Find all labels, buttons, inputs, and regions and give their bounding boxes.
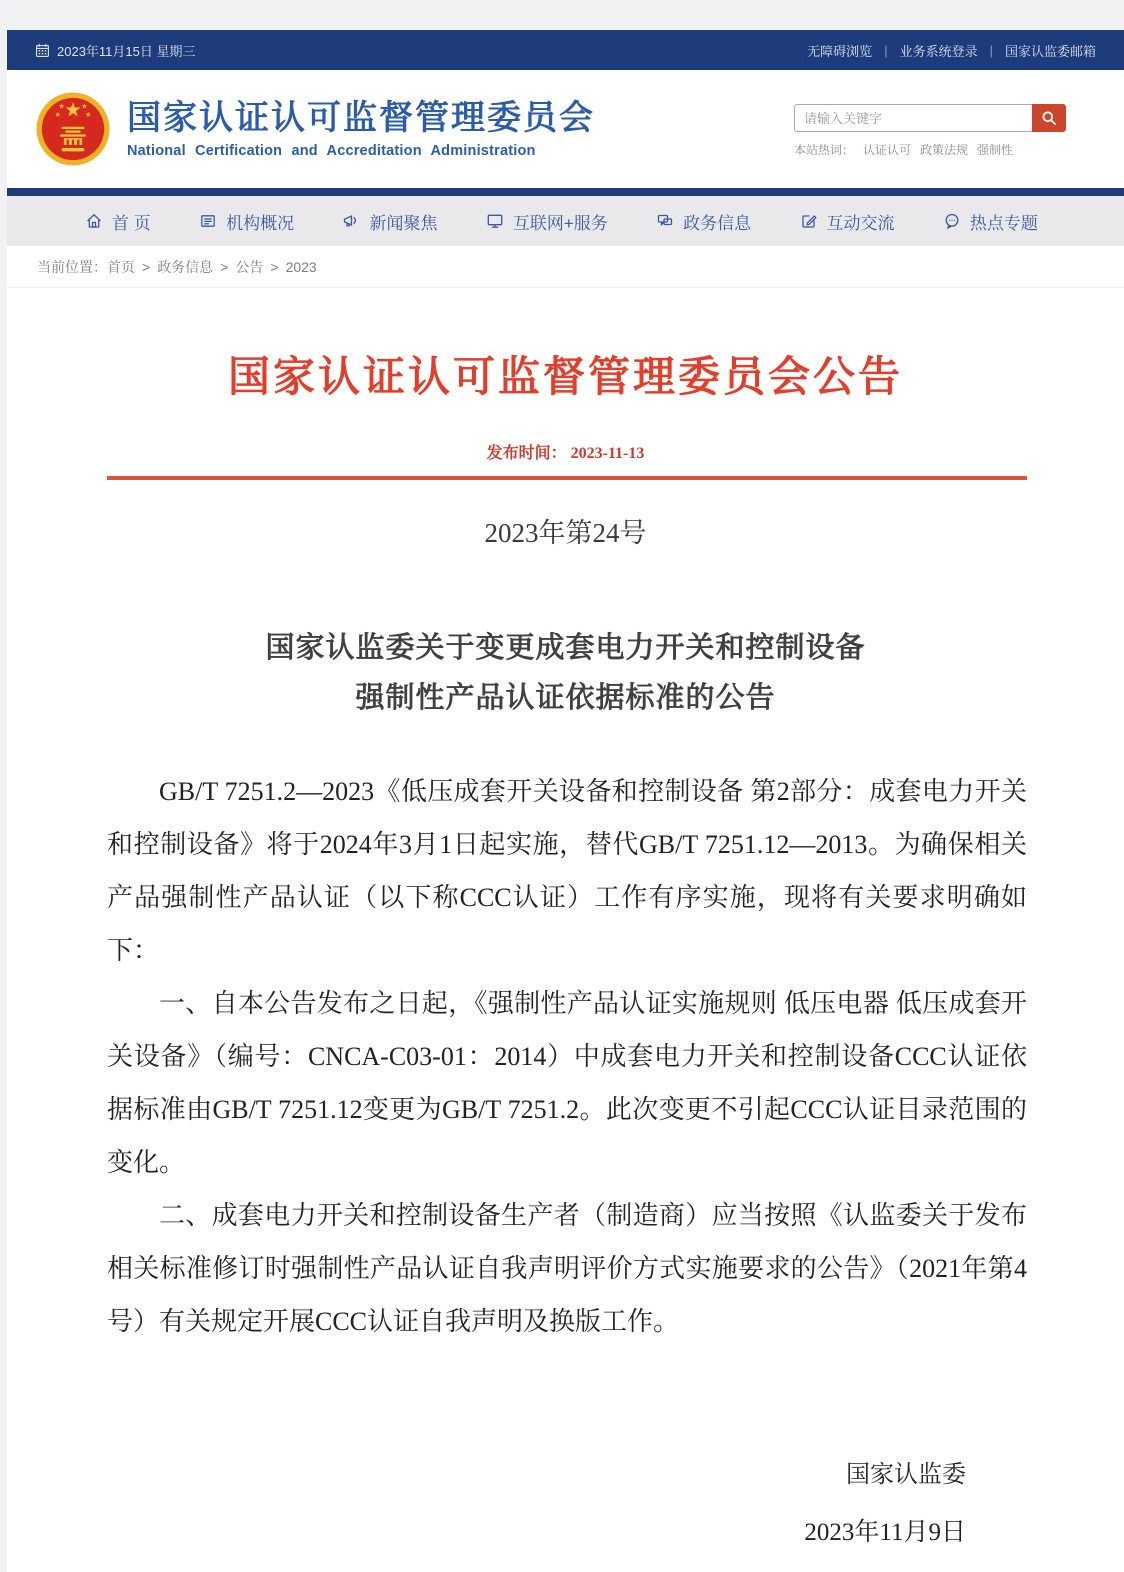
topbar xyxy=(7,30,1124,70)
hot-word-link[interactable]: 认证认可 xyxy=(863,143,912,157)
nav-label: 互动交流 xyxy=(826,213,895,233)
breadcrumb-announcements[interactable]: 公告 xyxy=(235,258,264,275)
article-content xyxy=(7,288,1124,1572)
paragraph: 一、自本公告发布之日起，《强制性产品认证实施规则 低压电器 低压成套开关设备》（编号：CNCA-C03-01：2014）中成套电力开关和控制设备CCC认证依据标准由GB/T 7251.12变更为GB/T 7251.2。此次变更不引起CCC认证目录范围的变化。 xyxy=(107,989,1027,1177)
page-title: 国家认证认可监督管理委员会公告 xyxy=(227,353,903,400)
calendar-icon xyxy=(35,43,50,58)
hot-word-link[interactable]: 强制性 xyxy=(977,143,1014,157)
org-name-en: National Certification and Accreditation Administration xyxy=(127,143,536,160)
hot-words xyxy=(794,141,1066,158)
hot-words-label: 本站热词： xyxy=(794,143,855,157)
accessibility-link[interactable]: 无障碍浏览 xyxy=(807,43,873,59)
nav-label: 首 页 xyxy=(112,213,151,233)
divider xyxy=(884,43,887,58)
document-title-line1: 国家认监委关于变更成套电力开关和控制设备 xyxy=(265,632,866,664)
publish-time-label: 发布时间： xyxy=(486,445,567,462)
page xyxy=(7,30,1124,1572)
red-divider-line xyxy=(107,476,1027,480)
publish-time xyxy=(7,440,1124,463)
breadcrumb-home[interactable]: 首页 xyxy=(107,258,135,275)
hot-topic-icon xyxy=(943,212,961,230)
breadcrumb-label: 当前位置： xyxy=(37,258,107,275)
nav-label: 机构概况 xyxy=(226,213,295,233)
document-number: 2023年第24号 xyxy=(484,518,647,548)
publish-time-value: 2023-11-13 xyxy=(570,445,645,462)
nav-item-internet-service[interactable] xyxy=(486,209,608,234)
signature-org: 国家认监委 xyxy=(846,1462,966,1488)
breadcrumb-separator xyxy=(220,259,228,275)
national-emblem-logo xyxy=(35,91,111,167)
nav-label: 互联网+服务 xyxy=(512,213,608,233)
search-input[interactable] xyxy=(794,104,1032,132)
org-name-cn: 国家认证认可监督管理委员会 xyxy=(127,98,595,137)
breadcrumb xyxy=(7,246,1124,288)
nav-item-home[interactable] xyxy=(85,209,151,234)
org-overview-icon xyxy=(199,212,217,230)
nav-label: 热点专题 xyxy=(969,213,1038,233)
nav-item-hot-topic[interactable] xyxy=(943,209,1038,234)
current-date xyxy=(35,41,196,60)
site-search xyxy=(794,104,1066,158)
document-body xyxy=(107,765,1027,1348)
signature-date: 2023年11月9日 xyxy=(804,1519,966,1546)
main-nav xyxy=(7,196,1124,246)
news-icon xyxy=(342,212,360,230)
business-system-login-link[interactable]: 业务系统登录 xyxy=(899,43,978,59)
gov-info-icon xyxy=(656,212,674,230)
internet-service-icon xyxy=(486,212,504,230)
breadcrumb-separator xyxy=(270,259,278,275)
document-title xyxy=(7,634,1124,713)
search-icon xyxy=(1041,110,1057,126)
interaction-icon xyxy=(800,212,818,230)
hot-word-link[interactable]: 政策法规 xyxy=(920,143,969,157)
cnca-mailbox-link[interactable]: 国家认监委邮箱 xyxy=(1004,43,1096,59)
nav-item-gov-info[interactable] xyxy=(656,209,751,234)
nav-label: 新闻聚焦 xyxy=(369,213,438,233)
signature-block xyxy=(7,1454,1124,1548)
search-button[interactable] xyxy=(1032,104,1066,132)
breadcrumb-gov-info[interactable]: 政务信息 xyxy=(157,258,214,275)
paragraph: GB/T 7251.2—2023《低压成套开关设备和控制设备 第2部分：成套电力开关和控制设备》将于2024年3月1日起实施，替代GB/T 7251.12—2013。为确保相关产品强制性产品认证（以下称CCC认证）工作有序实施，现将有关要求明确如下： xyxy=(107,777,1027,965)
breadcrumb-separator xyxy=(142,259,150,275)
document-title-line2: 强制性产品认证依据标准的公告 xyxy=(355,682,776,714)
blue-divider-bar xyxy=(7,188,1124,196)
nav-item-news[interactable] xyxy=(342,209,437,234)
nav-item-org-overview[interactable] xyxy=(199,209,294,234)
date-text: 2023年11月15日 星期三 xyxy=(57,43,196,59)
breadcrumb-2023[interactable]: 2023 xyxy=(285,258,317,275)
topbar-links xyxy=(807,41,1096,60)
divider xyxy=(990,43,993,58)
nav-item-interaction[interactable] xyxy=(800,209,895,234)
home-icon xyxy=(85,212,103,230)
nav-label: 政务信息 xyxy=(683,213,752,233)
site-header xyxy=(7,70,1124,188)
paragraph: 二、成套电力开关和控制设备生产者（制造商）应当按照《认监委关于发布相关标准修订时强制性产品认证自我声明评价方式实施要求的公告》（2021年第4号）有关规定开展CCC认证自我声明及换版工作。 xyxy=(107,1201,1027,1336)
org-names xyxy=(127,99,595,159)
